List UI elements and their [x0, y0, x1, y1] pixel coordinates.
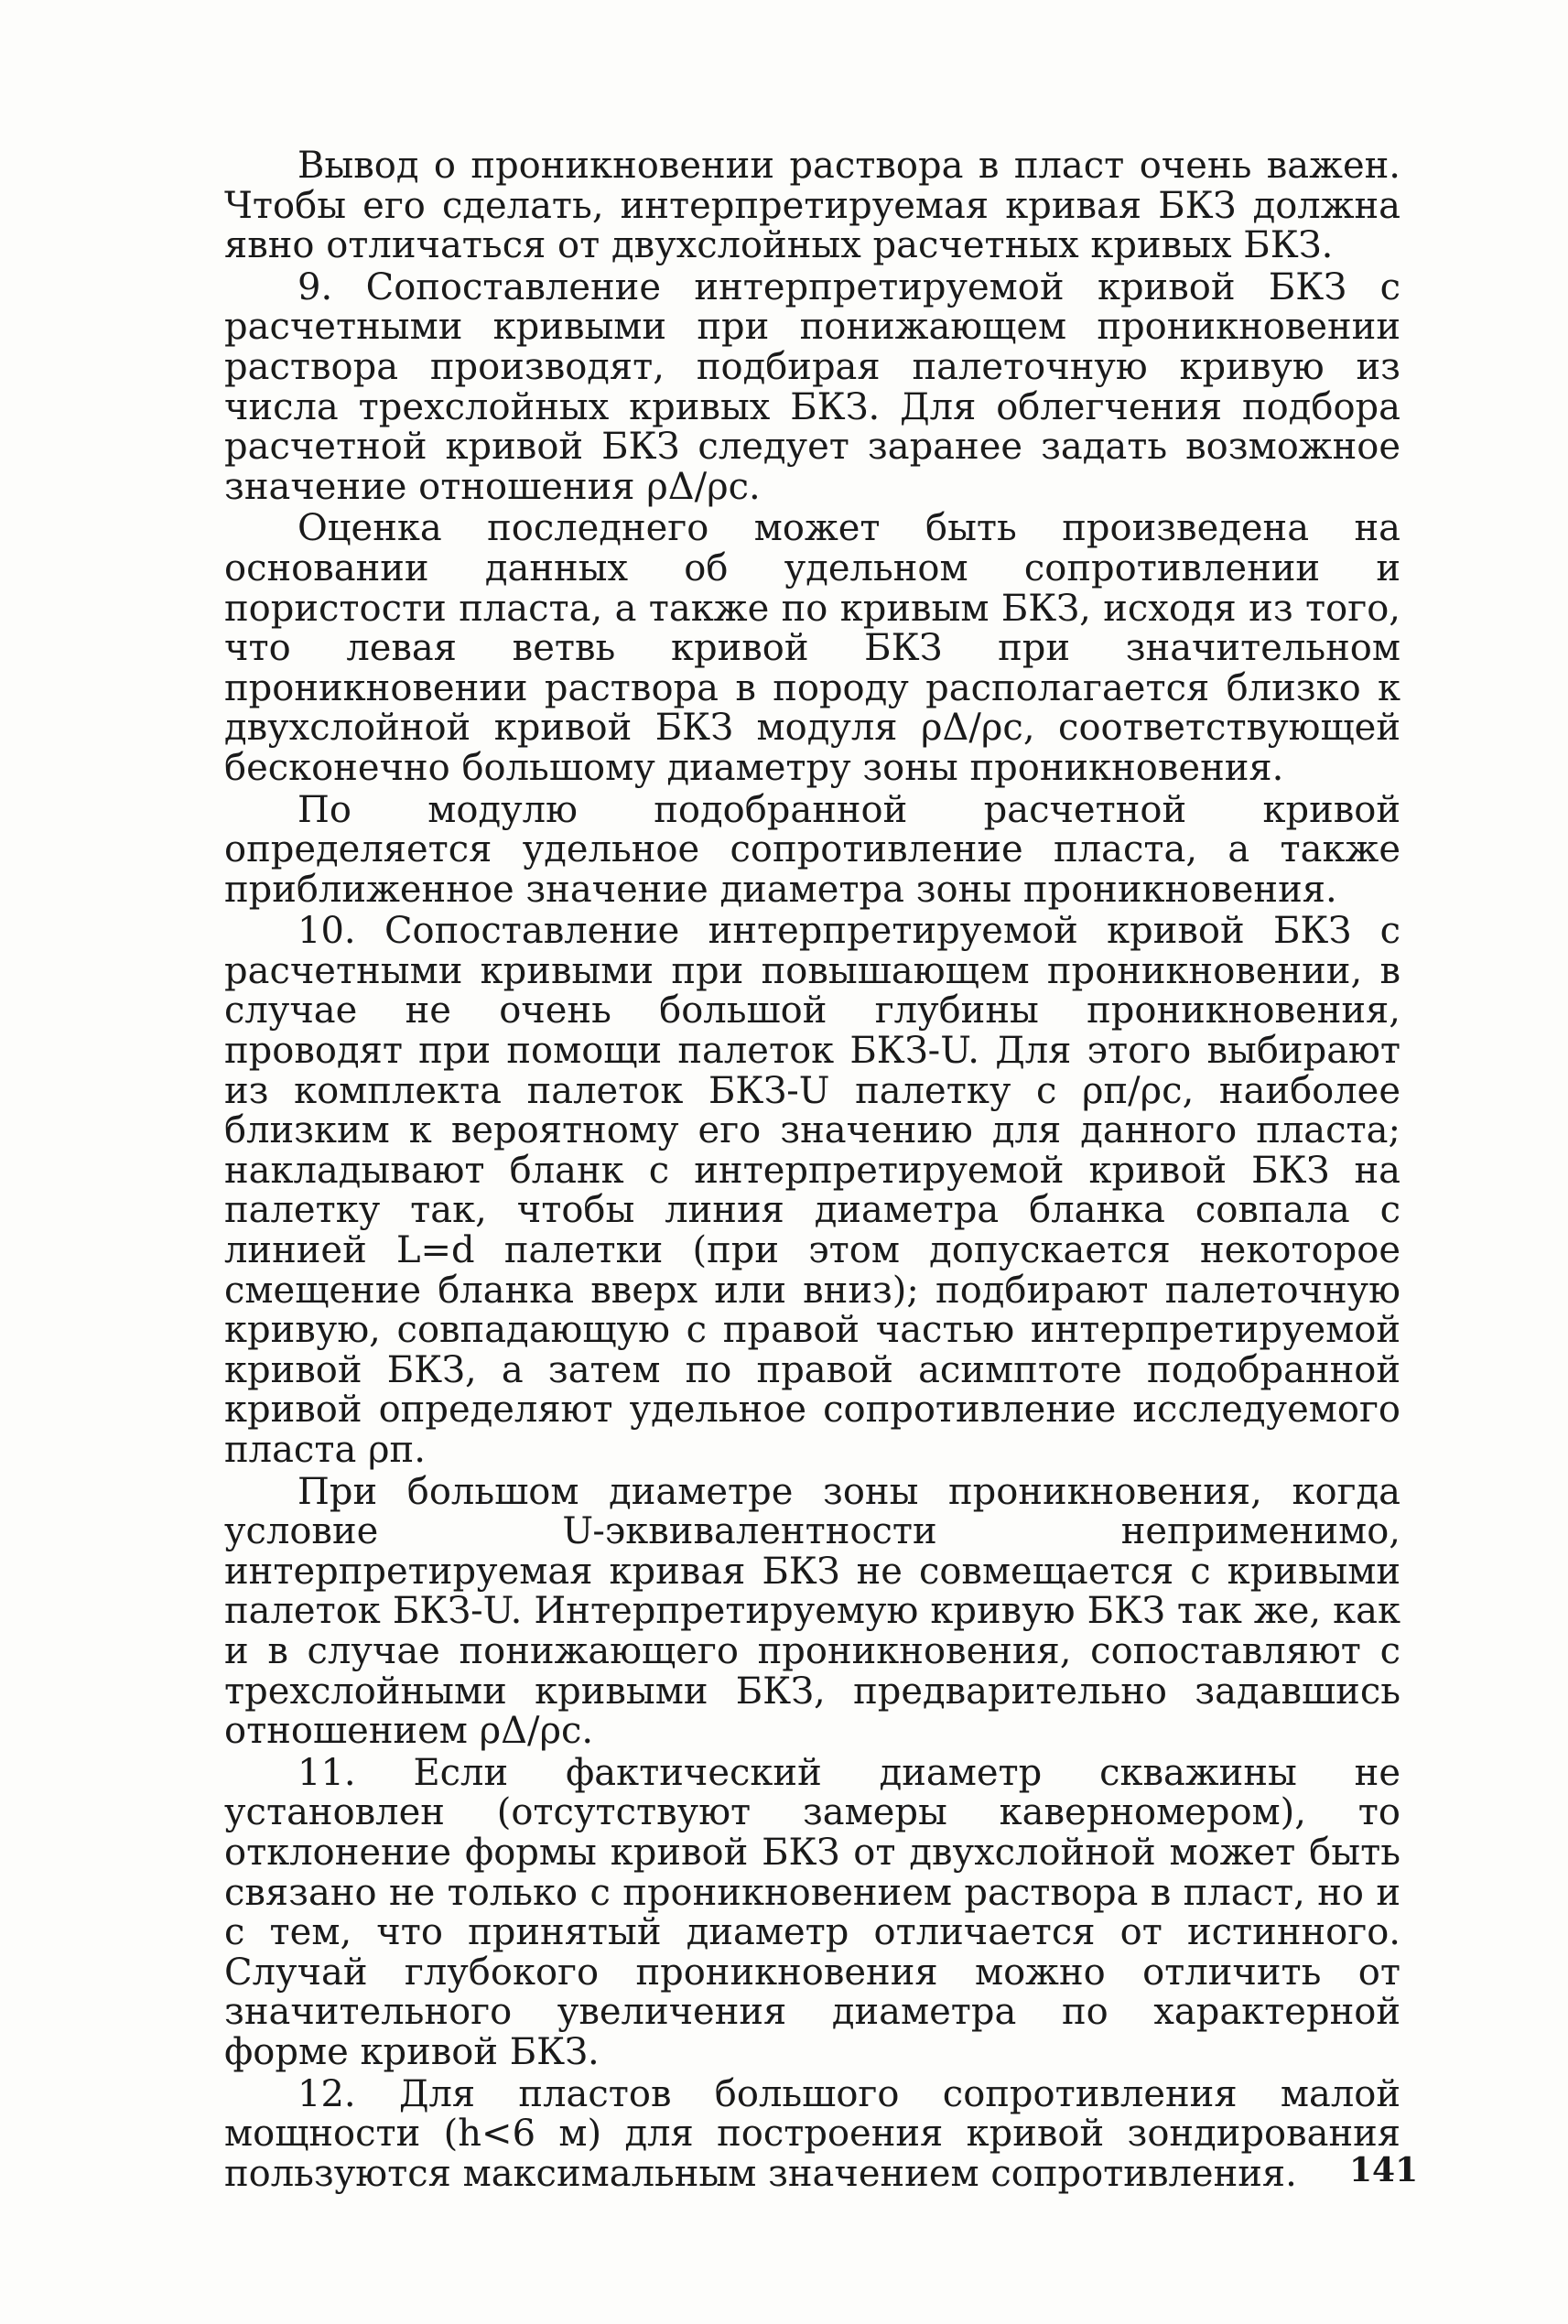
paragraph-modulus: По модулю подобранной расчетной кривой определяется удельное сопротивление пласта, а также приближенное значение диаметра зоны проникновения. — [224, 788, 1400, 911]
paragraph-large-diameter: При большом диаметре зоны проникновения, когда условие U-эквивалентности неприменимо, интерпретируемая кривая БКЗ не совмещается с кривыми палеток БКЗ-U. Интерпретируемую кривую БКЗ так же, как и в случае понижающего проникновения, сопоставляют с трехслойными кривыми БКЗ, предварительно задавшись отношением ρΔ/ρс. — [224, 1470, 1400, 1753]
paragraph-item-10: 10. Сопоставление интерпретируемой кривой БКЗ с расчетными кривыми при повышающем проникновении, в случае не очень большой глубины проникновения, проводят при помощи палеток БКЗ-U. Для этого выбирают из комплекта палеток БКЗ-U палетку с ρп/ρс, наиболее близким к вероятному его значению для данного пласта; накладывают бланк с интерпретируемой кривой БКЗ на палетку так, чтобы линия диаметра бланка совпала с линией L=d палетки (при этом допускается некоторое смещение бланка вверх или вниз); подбирают палеточную кривую, совпадающую с правой частью интерпретируемой кривой БКЗ, а затем по правой асимптоте подобранной кривой определяют удельное сопротивление исследуемого пласта ρп. — [224, 910, 1400, 1471]
paragraph-item-11: 11. Если фактический диаметр скважины не установлен (отсутствуют замеры каверномером), то отклонение формы кривой БКЗ от двухслойной может быть связано не только с проникновением раствора в пласт, но и с тем, что принятый диаметр отличается от истинного. Случай глубокого проникновения можно отличить от значительного увеличения диаметра по характерной форме кривой БКЗ. — [224, 1751, 1400, 2073]
paragraph-item-9: 9. Сопоставление интерпретируемой кривой БКЗ с расчетными кривыми при понижающем проникновении раствора производят, подбирая палеточную кривую из числа трехслойных кривых БКЗ. Для облегчения подбора расчетной кривой БКЗ следует заранее задать возможное значение отношения ρΔ/ρс. — [224, 265, 1400, 508]
paragraph-item-12: 12. Для пластов большого сопротивления малой мощности (h<6 м) для построения кривой зондирования пользуются максимальным значением сопротивления. — [224, 2072, 1400, 2195]
page-number: 141 — [1349, 2151, 1419, 2189]
body-text — [224, 146, 1400, 2196]
paragraph-estimation: Оценка последнего может быть произведена на основании данных об удельном сопротивлении и пористости пласта, а также по кривым БКЗ, исходя из того, что левая ветвь кривой БКЗ при значительном проникновении раствора в породу располагается близко к двухслойной кривой БКЗ модуля ρΔ/ρс, соответствующей бесконечно большому диаметру зоны проникновения. — [224, 507, 1400, 789]
paragraph-intro: Вывод о проникновении раствора в пласт очень важен. Чтобы его сделать, интерпретируемая кривая БКЗ должна явно отличаться от двухслойных расчетных кривых БКЗ. — [224, 145, 1400, 267]
